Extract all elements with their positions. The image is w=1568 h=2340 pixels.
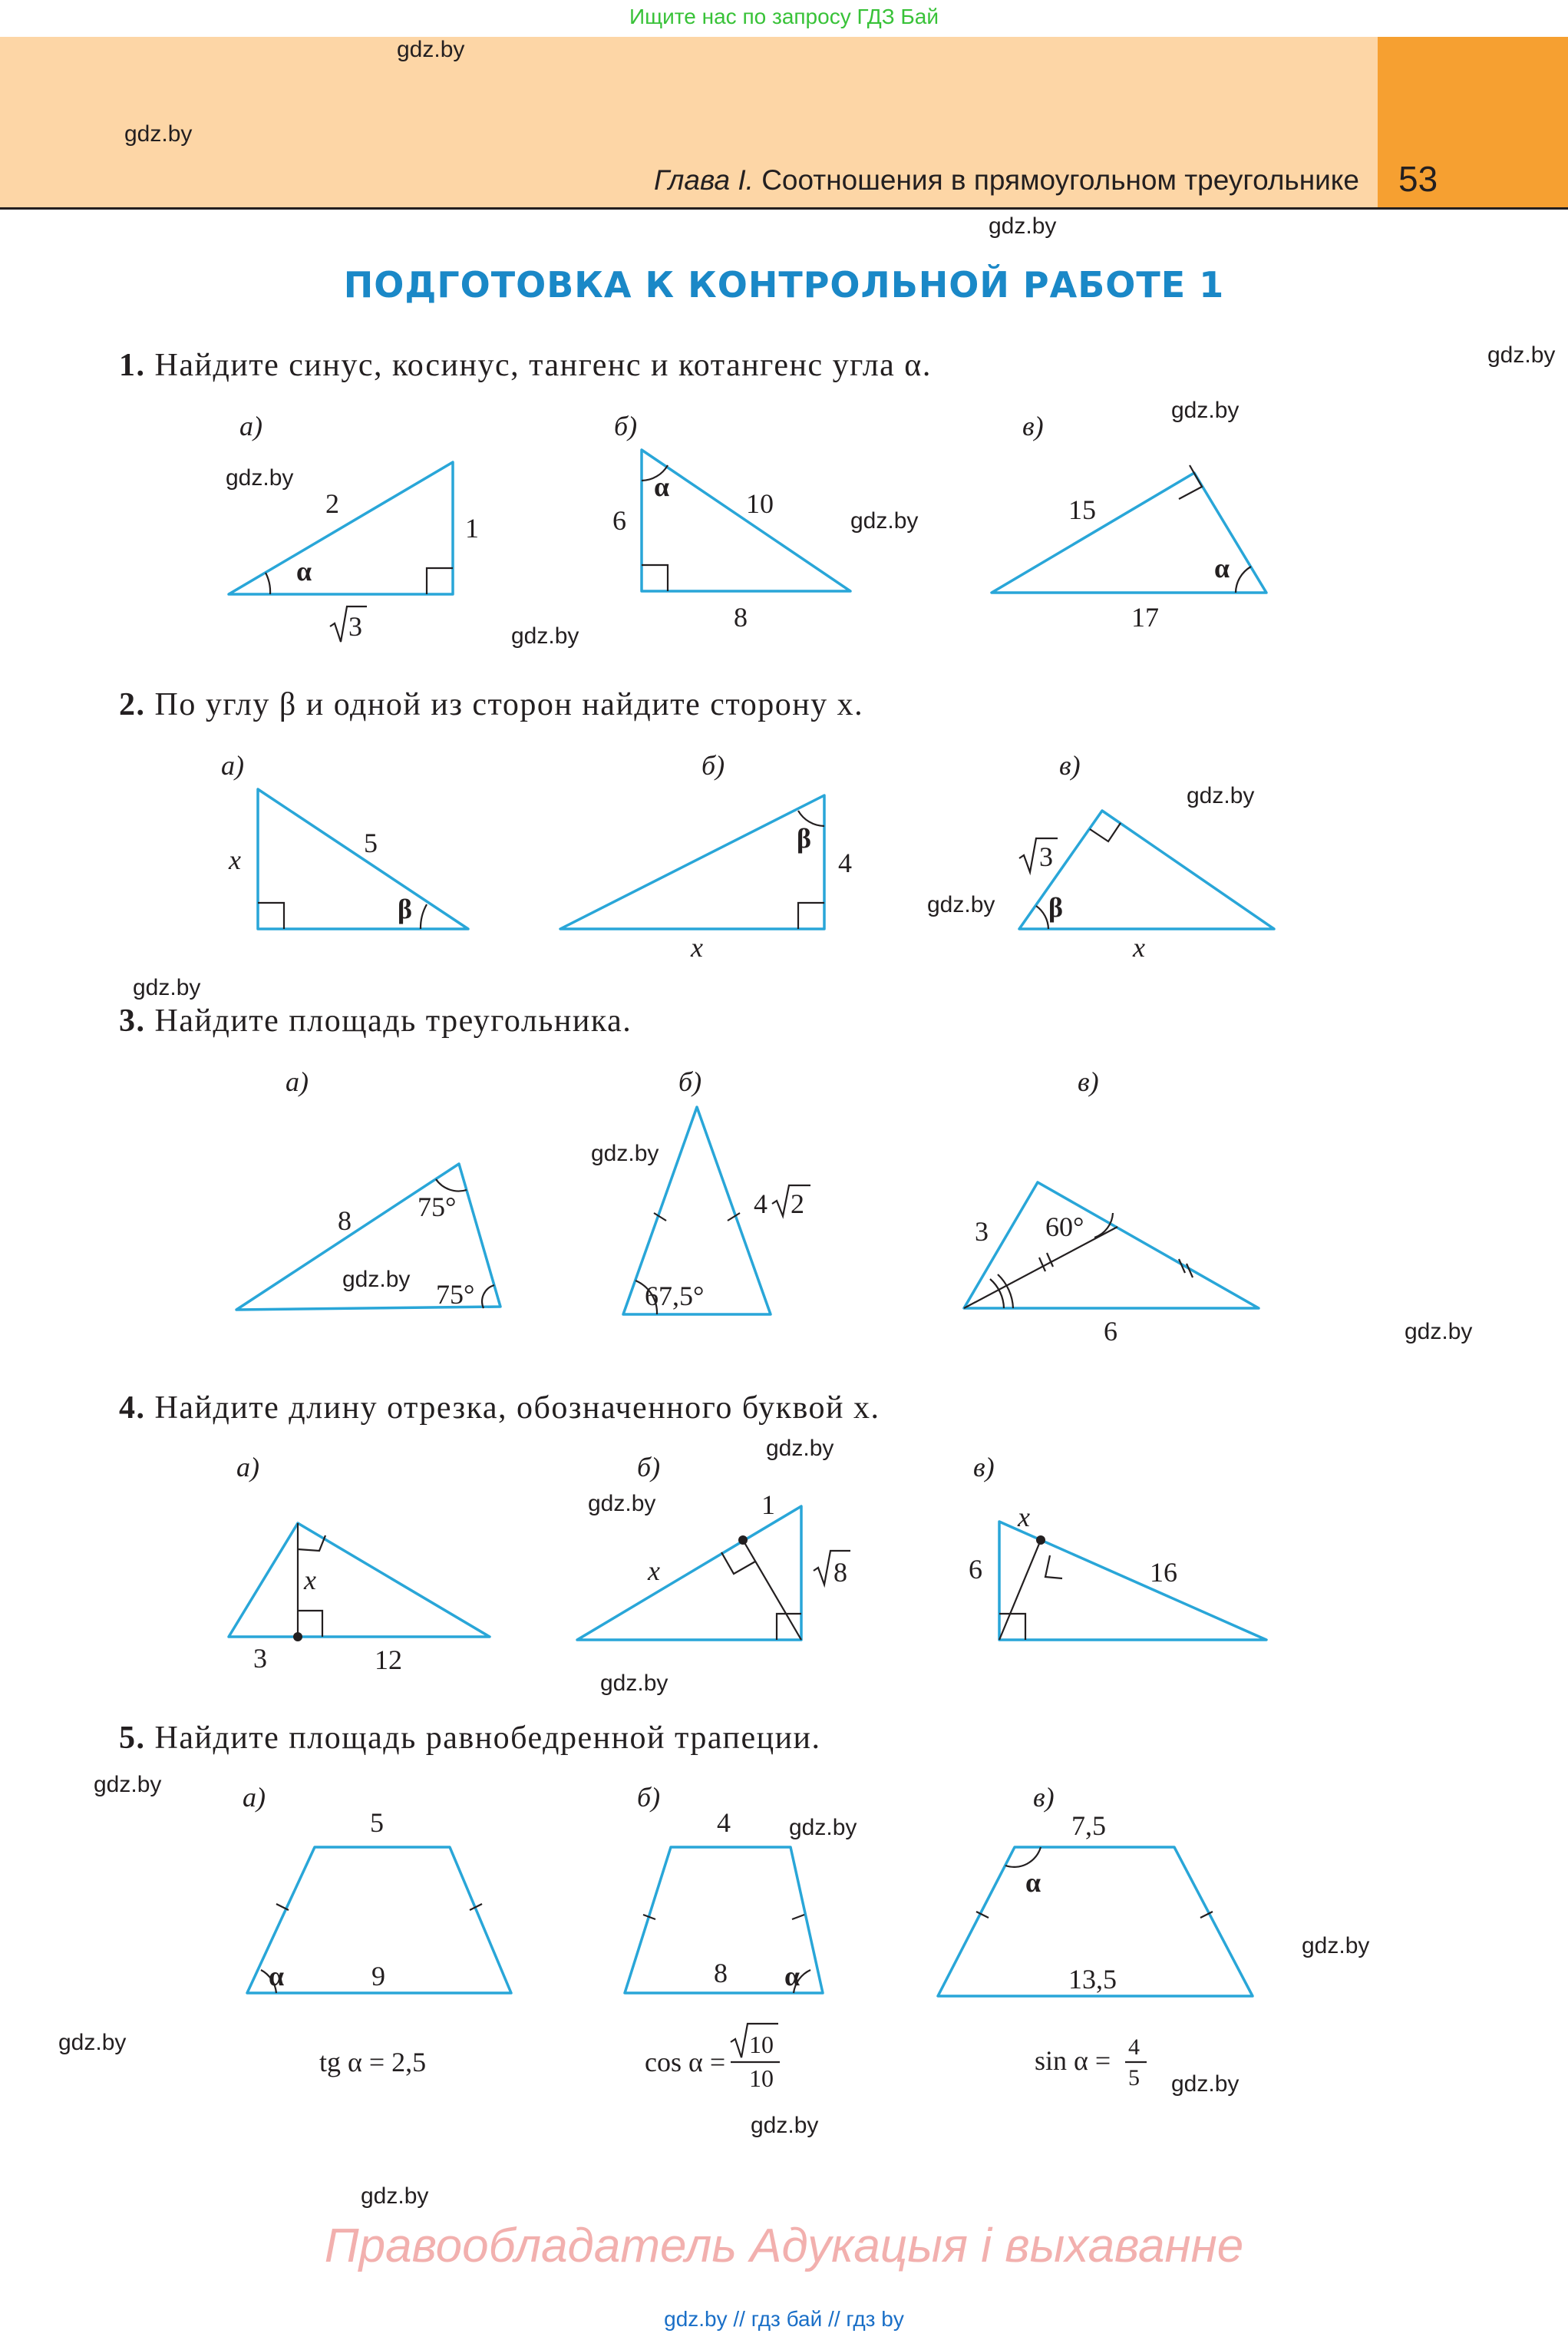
label: x: [229, 844, 241, 875]
watermark: gdz.by: [94, 1772, 162, 1797]
label: 17: [1131, 602, 1159, 633]
page-number: 53: [1398, 159, 1438, 199]
height-line: [743, 1540, 801, 1640]
section-title: ПОДГОТОВКА К КОНТРОЛЬНОЙ РАБОТЕ 1: [343, 264, 1225, 306]
sub-label: в): [1022, 411, 1044, 441]
triangle-2a: [258, 789, 468, 929]
angle-arc: [266, 573, 270, 594]
watermark: gdz.by: [124, 121, 193, 147]
label: 7,5: [1071, 1810, 1106, 1841]
sub-label: б): [637, 1452, 661, 1482]
watermark: gdz.by: [361, 2183, 429, 2209]
watermark: gdz.by: [226, 465, 294, 491]
triangle-4a: [229, 1523, 490, 1637]
label: 15: [1068, 494, 1096, 525]
label: β: [398, 894, 412, 924]
right-angle-mark: [1090, 823, 1121, 841]
label: 6: [612, 505, 626, 536]
task-number: 3.: [119, 1003, 146, 1039]
label: 13,5: [1068, 1964, 1117, 1995]
watermark: gdz.by: [600, 1671, 668, 1696]
sub-label: в): [1059, 750, 1081, 781]
right-angle-mark: [1179, 465, 1202, 499]
right-angle-mark: [999, 1614, 1025, 1640]
label: x: [1133, 932, 1145, 963]
watermark: gdz.by: [511, 623, 579, 649]
watermark: gdz.by: [1405, 1319, 1473, 1344]
point-dot: [293, 1632, 302, 1641]
label: α: [269, 1961, 285, 1991]
right-angle-mark: [642, 565, 668, 591]
sub-label: а): [286, 1066, 309, 1097]
label: 2: [325, 488, 339, 519]
label: 3: [975, 1216, 989, 1247]
label: 16: [1150, 1557, 1177, 1588]
watermark: gdz.by: [342, 1267, 411, 1292]
label: 3: [253, 1643, 267, 1674]
formula: cos α =: [645, 2047, 726, 2077]
label: 75°: [418, 1191, 457, 1222]
triangle-4b: [577, 1506, 801, 1640]
label: 10: [746, 488, 774, 519]
angle-arc: [1236, 567, 1251, 593]
label: α: [1214, 553, 1230, 583]
watermark: gdz.by: [850, 508, 919, 534]
label: α: [1025, 1867, 1041, 1898]
sub-label: а): [221, 750, 244, 781]
sub-label: в): [1078, 1066, 1099, 1097]
label: 8: [734, 602, 748, 633]
point-dot: [1036, 1535, 1045, 1545]
watermark: gdz.by: [58, 2030, 127, 2055]
task-text: Найдите синус, косинус, тангенс и котангенс угла α.: [154, 348, 932, 383]
right-angle-mark: [298, 1611, 322, 1637]
top-banner[interactable]: Ищите нас по запросу ГДЗ Бай: [629, 5, 939, 28]
equal-tick: [792, 1915, 804, 1919]
label: β: [797, 823, 811, 854]
formula: sin α =: [1035, 2045, 1111, 2076]
task-text: Найдите длину отрезка, обозначенного буквой x.: [154, 1390, 880, 1426]
label: 3: [348, 611, 362, 642]
watermark: gdz.by: [1187, 783, 1255, 808]
sub-label: а): [236, 1452, 259, 1482]
point-dot: [738, 1535, 748, 1545]
label: α: [296, 556, 312, 587]
right-angle-mark: [1045, 1555, 1062, 1578]
label: 4: [717, 1807, 731, 1838]
sub-label: б): [637, 1782, 661, 1813]
label: 5: [364, 828, 378, 858]
sub-label: б): [701, 750, 725, 781]
task-text: Найдите площадь равнобедренной трапеции.: [154, 1720, 821, 1756]
watermark: gdz.by: [397, 37, 465, 62]
sub-label: в): [1033, 1782, 1055, 1813]
label: 75°: [436, 1279, 475, 1310]
watermark: gdz.by: [1171, 2071, 1240, 2097]
label: x: [691, 932, 703, 963]
label: x: [304, 1565, 316, 1595]
task-text: По углу β и одной из сторон найдите сторону x.: [154, 687, 864, 722]
watermark: gdz.by: [133, 975, 201, 1000]
angle-arc: [482, 1285, 494, 1308]
label: 6: [1104, 1316, 1117, 1347]
task-number: 1.: [119, 348, 146, 383]
angle-arc: [436, 1179, 467, 1191]
watermark: gdz.by: [751, 2113, 819, 2138]
formula: tg α = 2,5: [319, 2047, 427, 2077]
watermark: gdz.by: [588, 1491, 656, 1516]
label: 8: [338, 1205, 352, 1236]
sub-label: б): [678, 1066, 702, 1097]
label: 12: [375, 1644, 402, 1675]
formula-den: 10: [749, 2064, 774, 2092]
label: 4: [754, 1188, 767, 1219]
sub-label: в): [973, 1452, 995, 1482]
label: 8: [834, 1557, 847, 1588]
height-line: [999, 1540, 1041, 1640]
triangle-1a: [229, 462, 453, 594]
triangle-1b: [642, 450, 850, 591]
right-angle-mark: [258, 903, 284, 929]
footer-links[interactable]: gdz.by // гдз бай // гдз by: [664, 2307, 904, 2331]
label: x: [1018, 1502, 1030, 1532]
label: 67,5°: [645, 1281, 705, 1311]
formula-num: 4: [1128, 2034, 1140, 2060]
label: 1: [465, 513, 479, 544]
formula-num: 10: [749, 2031, 774, 2058]
right-angle-mark: [427, 568, 453, 594]
watermark: gdz.by: [989, 213, 1057, 239]
task-text: Найдите площадь треугольника.: [154, 1003, 632, 1039]
sub-label: а): [243, 1782, 266, 1813]
label: α: [654, 471, 670, 502]
label: x: [648, 1555, 660, 1586]
chapter-prefix: Глава I.: [654, 164, 754, 196]
label: 9: [371, 1961, 385, 1991]
label: β: [1048, 892, 1063, 923]
angle-arc: [421, 904, 427, 929]
watermark: gdz.by: [1302, 1933, 1370, 1958]
watermark: gdz.by: [591, 1141, 659, 1166]
watermark: gdz.by: [1171, 398, 1240, 423]
right-angle-mark: [798, 903, 824, 929]
label: 2: [791, 1188, 804, 1219]
label: 1: [761, 1489, 775, 1520]
task-number: 4.: [119, 1390, 146, 1426]
sub-label: а): [239, 411, 262, 441]
watermark: gdz.by: [1487, 342, 1556, 368]
task-number: 2.: [119, 687, 146, 722]
watermark: gdz.by: [766, 1436, 834, 1461]
right-angle-mark: [721, 1552, 755, 1574]
triangle-2b: [560, 795, 824, 929]
copyright-notice: Правообладатель Адукацыя і выхаванне: [324, 2219, 1244, 2272]
label: 4: [838, 848, 852, 878]
formula-den: 5: [1128, 2065, 1140, 2090]
label: 8: [714, 1958, 728, 1988]
task-number: 5.: [119, 1720, 146, 1756]
label: 5: [370, 1807, 384, 1838]
label: 60°: [1045, 1211, 1084, 1242]
angle-arc: [1036, 906, 1048, 929]
watermark: gdz.by: [927, 892, 995, 917]
watermark: gdz.by: [789, 1815, 857, 1840]
equal-tick: [1039, 1258, 1045, 1271]
chapter-title: Соотношения в прямоугольном треугольнике: [761, 164, 1359, 196]
label: 3: [1039, 841, 1053, 872]
sub-label: б): [614, 411, 638, 441]
label: α: [784, 1961, 801, 1991]
label: 6: [969, 1554, 982, 1585]
